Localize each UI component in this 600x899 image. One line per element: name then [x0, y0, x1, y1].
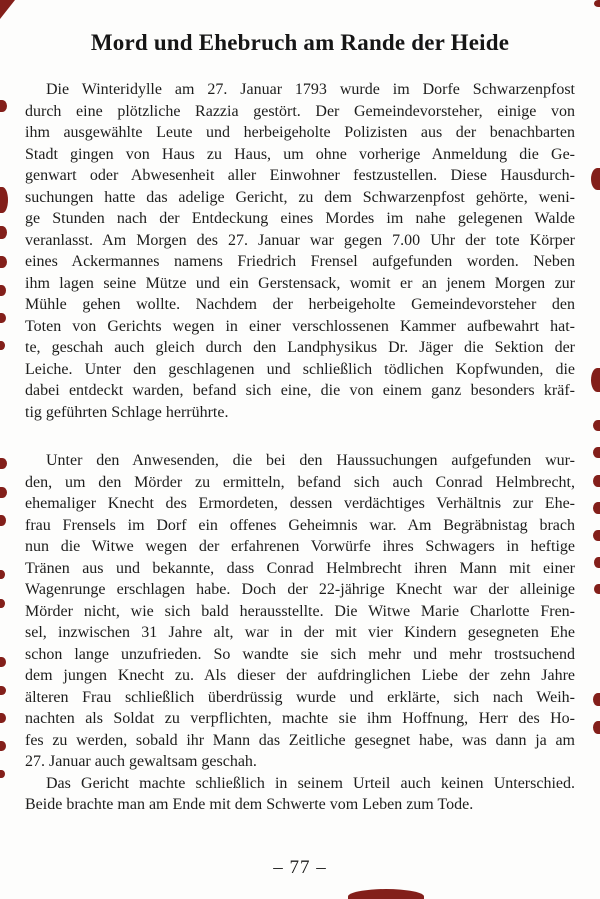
text-line: sel, inzwischen 31 Jahre alt, war in der mit vier Kindern gesegneten Ehe: [25, 624, 575, 641]
scan-edge-mark: [0, 256, 7, 268]
text-line: Das Gericht machte schließlich in seinem Urteil auch keinen Unterschied.: [46, 774, 575, 792]
text-line: durch eine plötzliche Razzia gestört. Der Gemeindevorsteher, einige von: [25, 102, 575, 120]
text-line: ihm ausgewählte Leute und herbeigeholte Polizisten aus der benachbarten: [25, 124, 575, 141]
scan-edge-mark: [594, 0, 600, 7]
scan-edge-mark: [0, 285, 6, 296]
scan-edge-mark: [591, 168, 600, 190]
text-line: Die Winteridylle am 27. Januar 1793 wurde im Dorfe Schwarzenpfost: [46, 81, 575, 98]
text-line: tig geführten Schlage herrührte.: [25, 403, 229, 421]
scan-edge-mark: [591, 368, 600, 392]
scan-edge-mark: [0, 226, 7, 239]
text-line: fes zu werden, sobald ihr Mann das Zeitliche gesegnet habe, was dann ja am: [25, 731, 575, 749]
paragraph: [25, 79, 575, 423]
text-line: genwart oder Abwesenheit aller Einwohner festzustellen. Diese Hausdurch-: [25, 167, 575, 184]
text-line: Mörder nicht, wie sich bald herausstellte. Die Witwe Marie Charlotte Fren-: [25, 602, 575, 620]
scan-edge-mark: [0, 599, 5, 608]
text-line: suchungen hatte das adelige Gericht, zu dem Schwarzenpfost gehörte, weni-: [25, 188, 575, 206]
scan-edge-mark: [593, 420, 600, 431]
scan-edge-mark: [0, 657, 6, 667]
text-line: Beide brachte man am Ende mit dem Schwerte vom Leben zum Tode.: [25, 796, 474, 813]
article-text: [25, 79, 575, 816]
scan-edge-mark: [593, 721, 600, 734]
scan-edge-mark: [593, 475, 600, 487]
scan-edge-mark: [594, 584, 600, 594]
text-line: ehemaliger Knecht des Ermordeten, dessen verdächtiges Verhältnis zur Ehe-: [25, 495, 575, 512]
text-line: Wagenrunge erschlagen habe. Doch der 22-jährige Knecht war der alleinige: [25, 581, 575, 598]
page-number: – 77 –: [273, 857, 327, 878]
text-line: 27. Januar auch gewaltsam geschah.: [25, 753, 257, 770]
scan-edge-mark: [0, 713, 6, 723]
scan-edge-mark: [594, 557, 600, 568]
scan-edge-mark: [0, 741, 6, 751]
text-line: nun die Witwe wegen der erfahrenen Vorwürfe ihres Schwagers in heftige: [25, 538, 575, 555]
paragraph: [25, 450, 575, 773]
text-line: Stadt gingen von Haus zu Haus, um ohne vorherige Anmeldung die Ge-: [25, 145, 575, 163]
scan-edge-mark: [0, 187, 8, 213]
scan-edge-mark: [593, 447, 600, 458]
text-line: frau Frensels im Dorf ein offenes Geheimnis war. Am Begräbnistag brach: [25, 516, 575, 534]
scan-edge-mark: [0, 770, 5, 778]
scan-edge-mark: [0, 570, 5, 579]
text-line: ge Stunden nach der Entdeckung eines Mordes im nahe gelegenen Walde: [25, 210, 575, 227]
scan-edge-mark: [0, 100, 7, 112]
text-line: ihm lagen seine Mütze und ein Gerstensack, womit er an jenem Morgen zur: [25, 274, 575, 292]
scan-edge-mark: [0, 313, 6, 323]
text-line: Mühle gehen wollte. Nachdem der herbeigeholte Gemeindevorsteher den: [25, 296, 575, 313]
scan-edge-mark: [0, 0, 15, 19]
page-title: Mord und Ehebruch am Rande der Heide: [90, 30, 510, 55]
text-line: den, um den Mörder zu ermitteln, befand sich auch Conrad Helmbrecht,: [25, 473, 575, 491]
text-line: Toten von Gerichts wegen in einer verschlossenen Kammer aufbewahrt hat-: [25, 317, 575, 335]
text-line: dabei entdeckt warden, befand sich eine, die von einem ganz besonders kräf-: [25, 382, 575, 399]
scan-edge-mark: [0, 686, 6, 695]
text-line: älteren Frau schließlich überdrüssig wurde und erklärte, sich nach Weih-: [25, 688, 575, 706]
text-line: Tränen aus und bekannte, dass Conrad Helmbrecht ihren Mann mit einer: [25, 559, 575, 577]
text-line: schon lange unzufrieden. So wandte sie sich mehr und mehr trostsuchend: [25, 645, 575, 663]
scan-edge-mark: [0, 515, 6, 526]
text-line: te, geschah auch gleich durch den Landphysikus Dr. Jäger die Sektion der: [25, 339, 575, 356]
scan-edge-mark: [593, 530, 600, 541]
text-line: Unter den Anwesenden, die bei den Haussuchungen aufgefunden wur-: [46, 452, 575, 469]
text-line: Leiche. Unter den geschlagenen und schließlich tödlichen Kopfwunden, die: [25, 360, 575, 378]
scan-edge-mark: [0, 458, 7, 469]
text-line: eines Ackermannes namens Friedrich Frensel aufgefunden worden. Neben: [25, 253, 575, 270]
scan-edge-mark: [0, 341, 5, 350]
text-line: dem jungen Knecht zu. Als dieser der aufdringlichen Liebe der zehn Jahre: [25, 667, 575, 684]
paragraph: [25, 773, 575, 816]
scan-edge-mark: [593, 693, 600, 706]
scan-edge-mark: [0, 487, 7, 498]
scan-edge-mark: [593, 502, 600, 514]
text-line: veranlasst. Am Morgen des 27. Januar war gegen 7.00 Uhr der tote Körper: [25, 231, 575, 249]
text-line: nachten als Soldat zu verpflichten, machte sie ihm Hoffnung, Herr des Ho-: [25, 710, 575, 727]
scan-edge-mark: [348, 889, 424, 899]
